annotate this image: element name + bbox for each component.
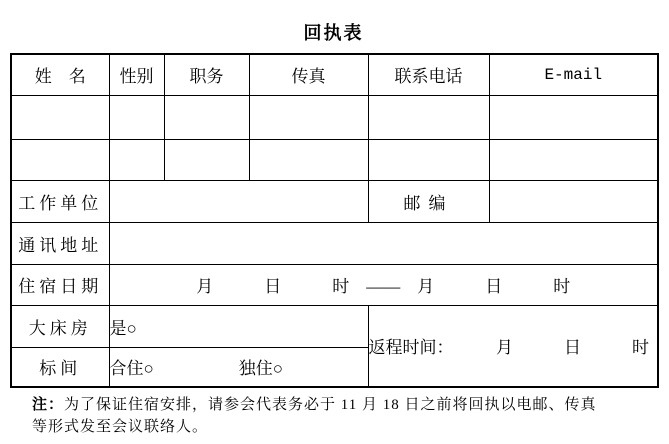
footnote-line-1 — [32, 394, 596, 416]
address-row — [11, 222, 658, 264]
stay-date-label: 住宿日期 — [11, 264, 109, 305]
page-title: 回执表 — [303, 23, 364, 43]
return-time-input-cell[interactable]: 返程时间： 月 日 时 — [368, 305, 658, 387]
footnote-text-1: 为了保证住宿安排，请参会代表务必于 11 月 18 日之前将回执以电邮、传真 — [64, 397, 597, 413]
fax-input-cell-1[interactable] — [249, 95, 368, 139]
work-unit-row — [11, 180, 658, 222]
footnote-line-2: 等形式发至会议联络人。 — [32, 419, 209, 435]
work-unit-label: 工作单位 — [11, 180, 109, 222]
fax-input-cell-2[interactable] — [249, 139, 368, 180]
name-input-cell-1[interactable] — [11, 95, 109, 139]
work-unit-input-cell[interactable] — [109, 180, 368, 222]
postal-code-label: 邮编 — [368, 180, 489, 222]
header-row — [11, 54, 658, 95]
stay-date-input-cell[interactable]: 月 日 时 —— 月 日 时 — [109, 264, 658, 305]
header-position: 职务 — [164, 54, 249, 95]
position-input-cell-2[interactable] — [164, 139, 249, 180]
email-input-cell-1[interactable] — [489, 95, 658, 139]
position-input-cell-1[interactable] — [164, 95, 249, 139]
footnote — [32, 394, 596, 438]
king-room-row — [11, 305, 658, 347]
entry-row-2 — [11, 139, 658, 180]
header-email: E-mail — [489, 54, 658, 95]
entry-row-1 — [11, 95, 658, 139]
king-room-label: 大床房 — [11, 305, 109, 347]
phone-input-cell-2[interactable] — [368, 139, 489, 180]
gender-input-cell-2[interactable] — [109, 139, 164, 180]
reply-form-table — [10, 53, 659, 388]
header-phone: 联系电话 — [368, 54, 489, 95]
twin-room-label: 标间 — [11, 347, 109, 387]
gender-input-cell-1[interactable] — [109, 95, 164, 139]
phone-input-cell-1[interactable] — [368, 95, 489, 139]
header-gender: 性别 — [109, 54, 164, 95]
footnote-prefix: 注： — [32, 397, 65, 413]
name-input-cell-2[interactable] — [11, 139, 109, 180]
twin-room-option-cell[interactable]: 合住○ 独住○ — [109, 347, 368, 387]
address-label: 通讯地址 — [11, 222, 109, 264]
header-fax: 传真 — [249, 54, 368, 95]
stay-date-row — [11, 264, 658, 305]
header-name: 姓 名 — [11, 54, 109, 95]
postal-code-input-cell[interactable] — [489, 180, 658, 222]
king-room-option-cell[interactable]: 是○ — [109, 305, 368, 347]
address-input-cell[interactable] — [109, 222, 658, 264]
email-input-cell-2[interactable] — [489, 139, 658, 180]
